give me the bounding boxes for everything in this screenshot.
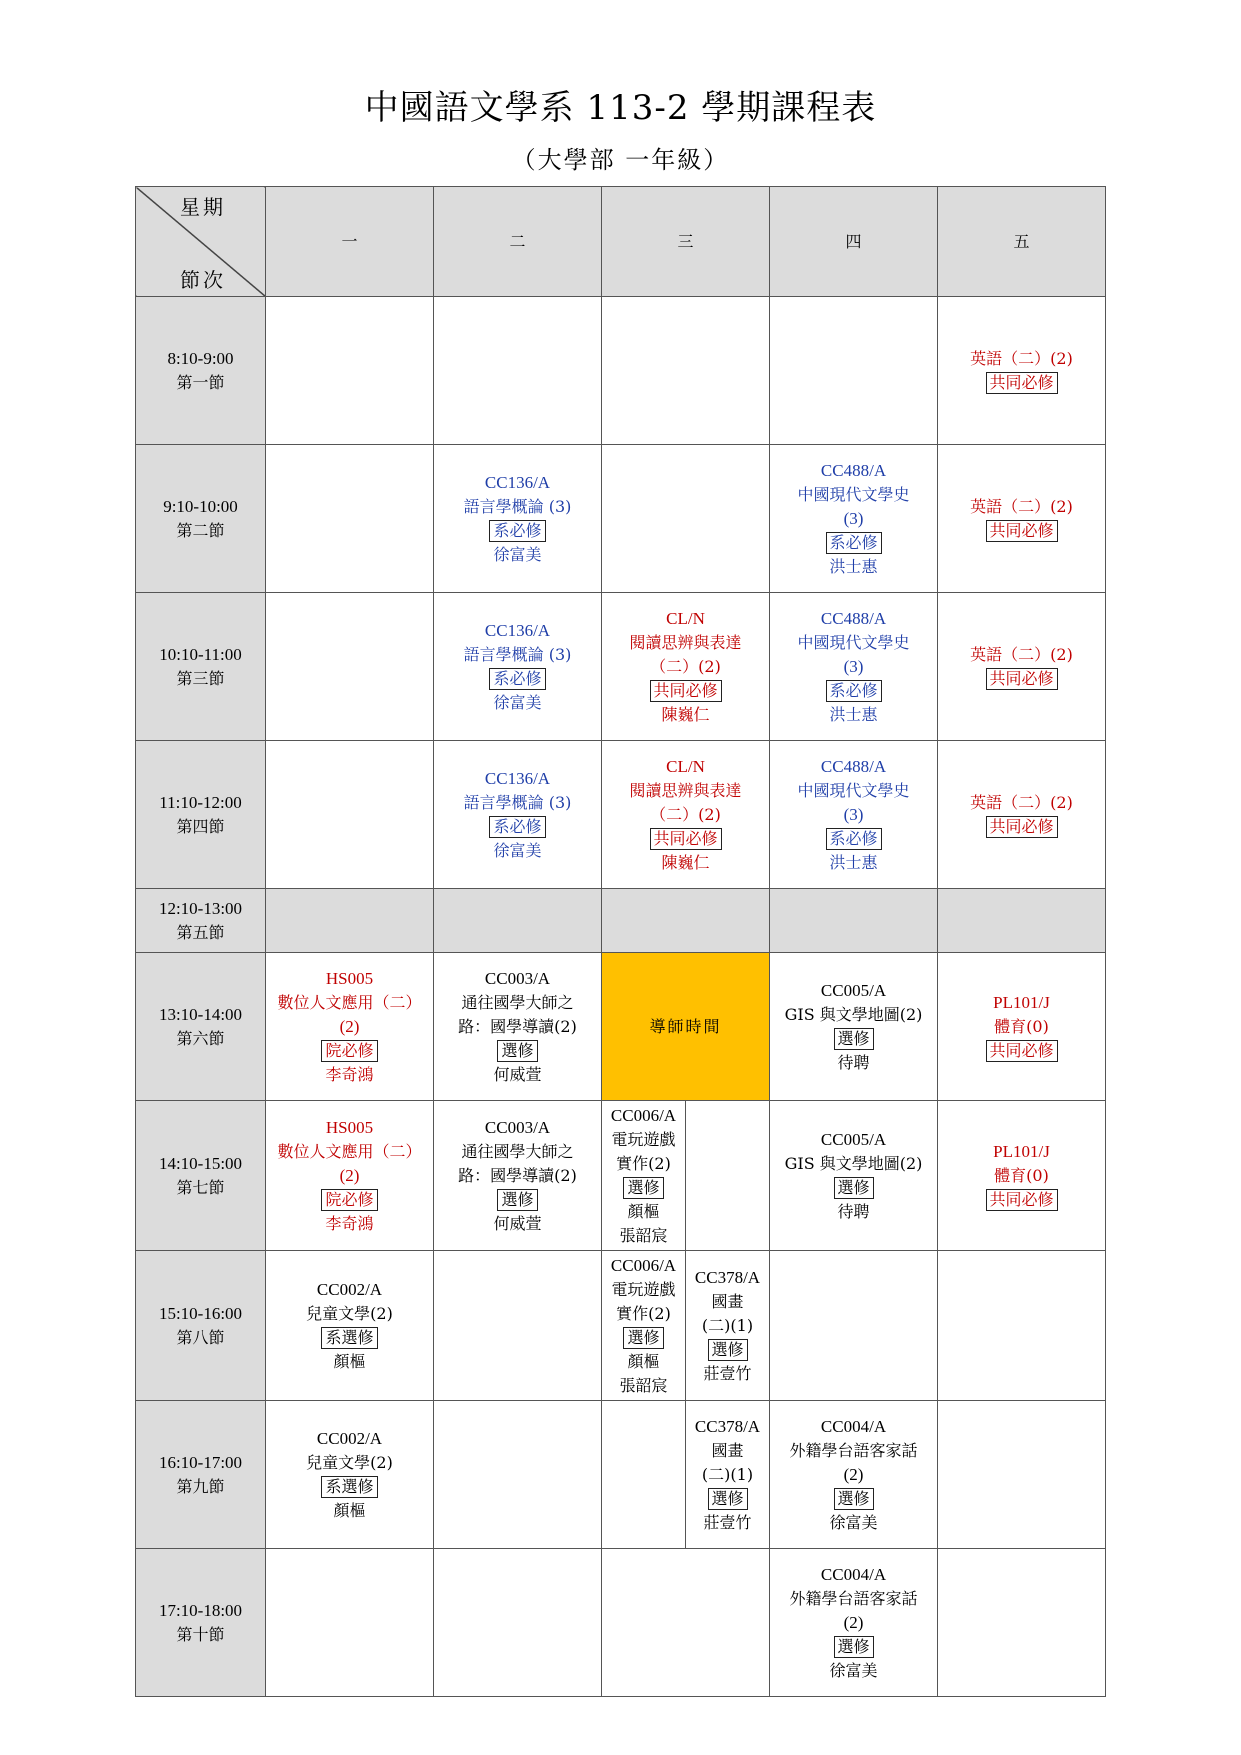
course-code: PL101/J — [993, 992, 1050, 1012]
course-teacher-2: 張韶宸 — [619, 1225, 668, 1245]
day-header-fri: 五 — [938, 187, 1106, 297]
course-type-badge: 系選修 — [321, 1476, 377, 1498]
period-cell — [136, 889, 266, 953]
course-type-badge: 選修 — [708, 1488, 748, 1510]
course-code: CC488/A — [820, 608, 887, 628]
course-type-badge: 系必修 — [489, 520, 545, 542]
period-cell — [136, 953, 266, 1101]
period-time: 17:10-18:00 — [158, 1600, 243, 1620]
period-cell — [136, 1101, 266, 1251]
course-name: 外籍學台語客家話 — [789, 1440, 918, 1460]
course-credits: (2) — [339, 1016, 360, 1036]
course-cell-children — [266, 1401, 434, 1549]
period-time: 9:10-10:00 — [163, 496, 238, 516]
course-teacher: 何威萱 — [493, 1213, 542, 1233]
course-code: CC002/A — [316, 1279, 383, 1299]
course-teacher-2: 張韶宸 — [619, 1375, 668, 1395]
course-name: 兒童文學(2) — [306, 1452, 393, 1472]
course-type-badge: 共同必修 — [986, 816, 1058, 838]
course-type-badge: 共同必修 — [986, 1189, 1058, 1211]
course-code: CC005/A — [820, 980, 887, 1000]
course-teacher: 徐富美 — [493, 544, 542, 564]
course-credits: （二）(2) — [650, 656, 721, 676]
empty-cell — [770, 297, 938, 445]
course-cell-english — [938, 445, 1106, 593]
course-type-badge: 系必修 — [826, 680, 882, 702]
empty-cell — [434, 1549, 602, 1697]
course-code: CC003/A — [484, 1117, 551, 1137]
course-name-cont: 路：國學導讀(2) — [458, 1165, 577, 1185]
course-name: 中國現代文學史 — [797, 484, 910, 504]
course-code: CC488/A — [820, 460, 887, 480]
day-header-wed: 三 — [602, 187, 770, 297]
course-code: CL/N — [666, 608, 705, 628]
course-cell-modern-lit — [770, 593, 938, 741]
course-cell-linguistics — [434, 445, 602, 593]
period-label: 第九節 — [176, 1476, 225, 1496]
course-teacher: 陳巍仁 — [661, 704, 710, 724]
course-teacher: 莊壹竹 — [703, 1512, 752, 1532]
course-code: HS005 — [325, 968, 374, 988]
course-cell-digital — [266, 953, 434, 1101]
course-type-badge: 系必修 — [826, 532, 882, 554]
course-name-cont: 實作(2) — [616, 1153, 671, 1173]
empty-cell — [266, 1549, 434, 1697]
course-cell-game — [602, 1251, 686, 1401]
day-header-thu: 四 — [770, 187, 938, 297]
empty-cell — [938, 1401, 1106, 1549]
course-name: 兒童文學(2) — [306, 1303, 393, 1323]
day-header-tue: 二 — [434, 187, 602, 297]
empty-cell — [938, 889, 1106, 953]
course-cell-gis — [770, 953, 938, 1101]
course-credits: （二）(2) — [650, 804, 721, 824]
course-teacher: 何威萱 — [493, 1064, 542, 1084]
period-time: 14:10-15:00 — [158, 1153, 243, 1173]
course-name-cont: 路：國學導讀(2) — [458, 1016, 577, 1036]
course-teacher: 李奇鴻 — [325, 1213, 374, 1233]
period-cell — [136, 1549, 266, 1697]
course-type-badge: 選修 — [834, 1177, 874, 1199]
course-name: 英語（二）(2) — [970, 644, 1073, 664]
course-cell-gis — [770, 1101, 938, 1251]
course-type-badge: 選修 — [497, 1040, 537, 1062]
empty-cell — [938, 1549, 1106, 1697]
course-name: 語言學概論 (3) — [463, 496, 572, 516]
course-type-badge: 選修 — [623, 1177, 663, 1199]
course-name: 英語（二）(2) — [970, 496, 1073, 516]
course-name: 通往國學大師之 — [461, 1141, 574, 1161]
course-cell-modern-lit — [770, 741, 938, 889]
empty-cell — [434, 1251, 602, 1401]
course-cell-masters — [434, 953, 602, 1101]
course-code: CC378/A — [694, 1267, 761, 1287]
course-type-badge: 共同必修 — [986, 372, 1058, 394]
empty-cell — [938, 1251, 1106, 1401]
course-teacher: 顏樞 — [627, 1351, 660, 1371]
course-cell-reading — [602, 593, 770, 741]
course-credits: (二)(1) — [701, 1315, 754, 1335]
period-label: 第三節 — [176, 668, 225, 688]
course-cell-english — [938, 297, 1106, 445]
period-time: 15:10-16:00 — [158, 1303, 243, 1323]
course-name: 數位人文應用（二） — [277, 1141, 422, 1161]
course-teacher: 顏樞 — [333, 1351, 366, 1371]
course-teacher: 陳巍仁 — [661, 852, 710, 872]
course-teacher: 莊壹竹 — [703, 1363, 752, 1383]
period-cell — [136, 445, 266, 593]
course-credits: (2) — [843, 1612, 864, 1632]
empty-cell — [770, 1251, 938, 1401]
course-code: CC488/A — [820, 756, 887, 776]
period-cell — [136, 741, 266, 889]
course-cell-reading — [602, 741, 770, 889]
course-type-badge: 選修 — [834, 1028, 874, 1050]
empty-cell — [434, 889, 602, 953]
page-title: 中國語文學系 113-2 學期課程表 — [364, 88, 877, 128]
period-cell — [136, 1251, 266, 1401]
course-name: GIS 與文學地圖(2) — [784, 1004, 923, 1024]
course-name: 中國現代文學史 — [797, 632, 910, 652]
course-code: CC378/A — [694, 1416, 761, 1436]
course-type-badge: 選修 — [834, 1636, 874, 1658]
course-type-badge: 共同必修 — [986, 520, 1058, 542]
empty-cell — [434, 1401, 602, 1549]
course-name-cont: 實作(2) — [616, 1303, 671, 1323]
course-code: CC003/A — [484, 968, 551, 988]
course-type-badge: 系必修 — [826, 828, 882, 850]
course-type-badge: 院必修 — [321, 1189, 377, 1211]
course-type-badge: 選修 — [497, 1189, 537, 1211]
empty-cell — [602, 889, 770, 953]
course-credits: (3) — [843, 508, 864, 528]
period-time: 11:10-12:00 — [159, 792, 242, 812]
course-code: CC136/A — [484, 472, 551, 492]
course-cell-pe — [938, 1101, 1106, 1251]
empty-cell — [266, 593, 434, 741]
course-teacher: 顏樞 — [627, 1201, 660, 1221]
course-cell-english — [938, 593, 1106, 741]
course-cell-digital — [266, 1101, 434, 1251]
course-name: 電玩遊戲 — [611, 1129, 676, 1149]
course-name: 國畫 — [711, 1291, 744, 1311]
course-teacher: 待聘 — [837, 1052, 870, 1072]
course-teacher: 李奇鴻 — [325, 1064, 374, 1084]
period-cell — [136, 1401, 266, 1549]
course-cell-children — [266, 1251, 434, 1401]
schedule-table — [135, 186, 1106, 1697]
course-code: CC005/A — [820, 1129, 887, 1149]
course-credits: (3) — [843, 804, 864, 824]
course-cell-modern-lit — [770, 445, 938, 593]
course-teacher: 洪士惠 — [829, 556, 878, 576]
course-type-badge: 選修 — [623, 1327, 663, 1349]
course-cell-masters — [434, 1101, 602, 1251]
course-name: 外籍學台語客家話 — [789, 1588, 918, 1608]
empty-cell — [602, 1401, 686, 1549]
period-label: 第七節 — [176, 1177, 225, 1197]
course-name: 電玩遊戲 — [611, 1279, 676, 1299]
course-cell-game — [602, 1101, 686, 1251]
course-teacher: 徐富美 — [493, 692, 542, 712]
empty-cell — [602, 1549, 770, 1697]
course-type-badge: 系必修 — [489, 816, 545, 838]
course-teacher: 待聘 — [837, 1201, 870, 1221]
course-cell-hakka — [770, 1401, 938, 1549]
course-name: 中國現代文學史 — [797, 780, 910, 800]
course-code: CC002/A — [316, 1428, 383, 1448]
course-code: CC006/A — [610, 1255, 677, 1275]
course-credits: (2) — [843, 1464, 864, 1484]
period-time: 12:10-13:00 — [158, 898, 243, 918]
course-name: 閱讀思辨與表達 — [629, 780, 742, 800]
empty-cell — [602, 297, 770, 445]
course-code: CC136/A — [484, 620, 551, 640]
course-code: CC006/A — [610, 1105, 677, 1125]
period-label: 第六節 — [176, 1028, 225, 1048]
period-cell — [136, 297, 266, 445]
course-credits: (二)(1) — [701, 1464, 754, 1484]
period-time: 16:10-17:00 — [158, 1452, 243, 1472]
course-teacher: 徐富美 — [493, 840, 542, 860]
period-label: 第五節 — [176, 922, 225, 942]
course-name: 體育(0) — [994, 1165, 1049, 1185]
course-type-badge: 系選修 — [321, 1327, 377, 1349]
course-type-badge: 選修 — [708, 1339, 748, 1361]
course-name: 通往國學大師之 — [461, 992, 574, 1012]
course-name: 英語（二）(2) — [970, 348, 1073, 368]
empty-cell — [686, 1101, 770, 1251]
course-cell-hakka — [770, 1549, 938, 1697]
course-code: CC004/A — [820, 1416, 887, 1436]
course-teacher: 洪士惠 — [829, 704, 878, 724]
course-code: PL101/J — [993, 1141, 1050, 1161]
course-name: 英語（二）(2) — [970, 792, 1073, 812]
course-teacher: 徐富美 — [829, 1660, 878, 1680]
period-label: 第一節 — [176, 372, 225, 392]
course-cell-linguistics — [434, 593, 602, 741]
course-cell-pe — [938, 953, 1106, 1101]
period-label: 第二節 — [176, 520, 225, 540]
course-name: 閱讀思辨與表達 — [629, 632, 742, 652]
course-cell-linguistics — [434, 741, 602, 889]
course-name: 國畫 — [711, 1440, 744, 1460]
corner-period-label: 節次 — [180, 268, 226, 292]
course-cell-painting — [686, 1401, 770, 1549]
course-credits: (3) — [843, 656, 864, 676]
tutor-time-cell: 導師時間 — [602, 953, 770, 1101]
page-subtitle: （大學部 一年級） — [511, 146, 730, 174]
course-name: 體育(0) — [994, 1016, 1049, 1036]
empty-cell — [602, 445, 770, 593]
course-name: 數位人文應用（二） — [277, 992, 422, 1012]
empty-cell — [266, 741, 434, 889]
empty-cell — [434, 297, 602, 445]
empty-cell — [266, 889, 434, 953]
course-code: CC136/A — [484, 768, 551, 788]
period-label: 第十節 — [176, 1624, 225, 1644]
period-cell — [136, 593, 266, 741]
course-teacher: 徐富美 — [829, 1512, 878, 1532]
course-type-badge: 院必修 — [321, 1040, 377, 1062]
course-type-badge: 共同必修 — [986, 1040, 1058, 1062]
course-type-badge: 共同必修 — [986, 668, 1058, 690]
empty-cell — [266, 297, 434, 445]
corner-header — [136, 187, 266, 297]
course-cell-painting — [686, 1251, 770, 1401]
course-type-badge: 共同必修 — [650, 680, 722, 702]
period-time: 8:10-9:00 — [167, 348, 234, 368]
course-name: GIS 與文學地圖(2) — [784, 1153, 923, 1173]
course-type-badge: 選修 — [834, 1488, 874, 1510]
course-type-badge: 系必修 — [489, 668, 545, 690]
corner-weekday-label: 星期 — [180, 195, 226, 219]
course-credits: (2) — [339, 1165, 360, 1185]
course-name: 語言學概論 (3) — [463, 644, 572, 664]
course-cell-english — [938, 741, 1106, 889]
course-code: HS005 — [325, 1117, 374, 1137]
period-label: 第四節 — [176, 816, 225, 836]
course-code: CC004/A — [820, 1564, 887, 1584]
period-label: 第八節 — [176, 1327, 225, 1347]
course-name: 語言學概論 (3) — [463, 792, 572, 812]
day-header-mon: 一 — [266, 187, 434, 297]
period-time: 10:10-11:00 — [159, 644, 242, 664]
course-teacher: 洪士惠 — [829, 852, 878, 872]
course-code: CL/N — [666, 756, 705, 776]
course-type-badge: 共同必修 — [650, 828, 722, 850]
empty-cell — [266, 445, 434, 593]
course-teacher: 顏樞 — [333, 1500, 366, 1520]
period-time: 13:10-14:00 — [158, 1004, 243, 1024]
empty-cell — [770, 889, 938, 953]
